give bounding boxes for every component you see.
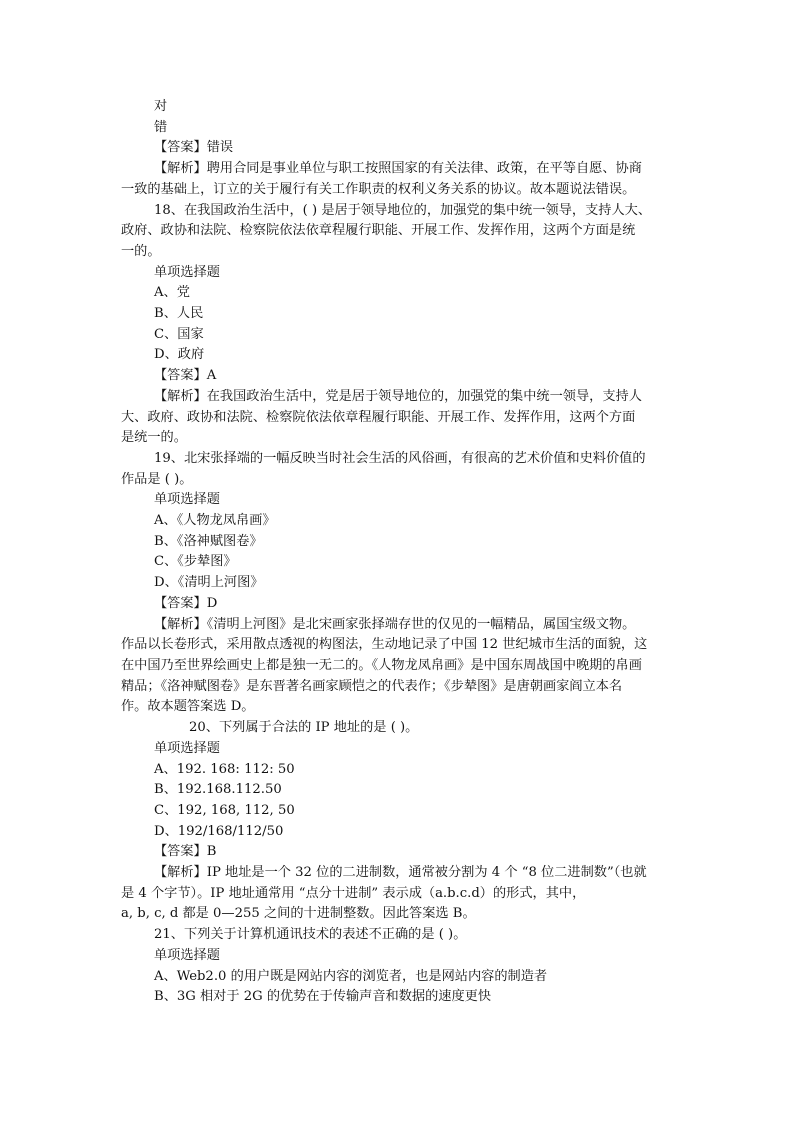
option-d: D、《清明上河图》: [154, 575, 264, 591]
answer-17: 【答案】错误: [154, 140, 234, 156]
option-a: A、党: [154, 285, 190, 301]
analysis-19-line-1: 【解析】《清明上河图》是北宋画家张择端存世的仅见的一幅精品，属国宝级文物。: [154, 616, 636, 632]
question-19-stem-line-1: 19、北宋张择端的一幅反映当时社会生活的风俗画，有很高的艺术价值和史料价值的: [154, 450, 646, 466]
analysis-19-line-3: 在中国乃至世界绘画史上都是独一无二的。《人物龙凤帛画》是中国东周战国中晚期的帛画: [121, 657, 642, 673]
question-20-stem: 20、下列属于合法的 IP 地址的是 ( )。: [189, 720, 419, 736]
option-d: D、政府: [154, 347, 205, 363]
document-body: [121, 97, 676, 1008]
question-18-stem-line-1: 18、在我国政治生活中，( ) 是居于领导地位的，加强党的集中统一领导，支持人大、: [154, 202, 652, 218]
question-type: 单项选择题: [154, 492, 220, 508]
analysis-20-line-3: a, b, c, d 都是 0—255 之间的十进制整数。因此答案选 B。: [121, 906, 476, 922]
analysis-17-line-1: 【解析】聘用合同是事业单位与职工按照国家的有关法律、政策，在平等自愿、协商: [154, 161, 642, 177]
analysis-18-line-3: 是统一的。: [121, 430, 187, 446]
question-18-stem-line-3: 一的。: [121, 243, 161, 259]
option-b: B、《洛神赋图卷》: [154, 533, 263, 549]
option-c: C、国家: [154, 326, 204, 342]
analysis-20-line-2: 是 4 个字节）。IP 地址通常用 “点分十进制” 表示成（a.b.c.d）的形式，其中，: [121, 885, 586, 901]
question-type: 单项选择题: [154, 740, 220, 756]
option-d: D、192/168/112/50: [154, 823, 284, 839]
answer-19: 【答案】D: [154, 595, 218, 611]
question-type: 单项选择题: [154, 947, 220, 963]
answer-20: 【答案】B: [154, 844, 217, 860]
option-b: B、192.168.112.50: [154, 782, 282, 798]
analysis-18-line-2: 大、政府、政协和法院、检察院依法依章程履行职能、开展工作、发挥作用，这两个方面: [121, 409, 636, 425]
option-false: 错: [154, 119, 168, 135]
question-19-stem-line-2: 作品是 ( )。: [121, 471, 193, 487]
analysis-18-line-1: 【解析】在我国政治生活中，党是居于领导地位的，加强党的集中统一领导，支持人: [154, 388, 642, 404]
option-a: A、Web2.0 的用户既是网站内容的浏览者，也是网站内容的制造者: [154, 968, 548, 984]
analysis-19-line-2: 作品以长卷形式，采用散点透视的构图法，生动地记录了中国 12 世纪城市生活的面貌，这: [121, 637, 648, 653]
option-true: 对: [154, 99, 168, 114]
option-b: B、3G 相对于 2G 的优势在于传输声音和数据的速度更快: [154, 989, 492, 1005]
question-18-stem-line-2: 政府、政协和法院、检察院依法依章程履行职能、开展工作、发挥作用，这两个方面是统: [121, 223, 636, 239]
analysis-19-line-4: 精品；《洛神赋图卷》是东晋著名画家顾恺之的代表作；《步辇图》是唐朝画家阎立本名: [121, 678, 623, 694]
question-21-stem: 21、下列关于计算机通讯技术的表述不正确的是 ( )。: [154, 927, 467, 943]
option-a: A、192. 168: 112: 50: [154, 761, 295, 777]
option-b: B、人民: [154, 306, 204, 322]
analysis-19-line-5: 作。故本题答案选 D。: [121, 699, 255, 715]
option-c: C、192, 168, 112, 50: [154, 802, 295, 818]
analysis-17-line-2: 一致的基础上，订立的关于履行有关工作职责的权利义务关系的协议。故本题说法错误。: [121, 181, 636, 197]
analysis-20-line-1: 【解析】IP 地址是一个 32 位的二进制数，通常被分割为 4 个 “8 位二进制数”（也就: [154, 865, 647, 881]
option-a: A、《人物龙凤帛画》: [154, 513, 276, 529]
question-type: 单项选择题: [154, 264, 220, 280]
answer-18: 【答案】A: [154, 368, 217, 384]
option-c: C、《步辇图》: [154, 554, 237, 570]
